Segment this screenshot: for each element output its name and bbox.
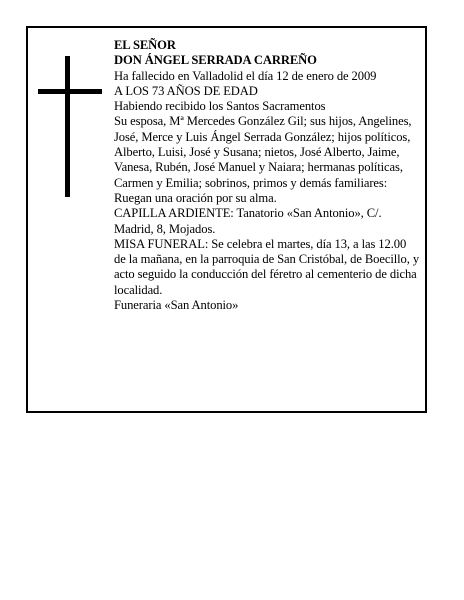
- age-line: A LOS 73 AÑOS DE EDAD: [114, 83, 258, 98]
- latin-cross-icon: [38, 56, 102, 197]
- deceased-name: DON ÁNGEL SERRADA CARREÑO: [114, 53, 317, 68]
- death-date-line: Ha fallecido en Valladolid el día 12 de enero de 2009: [114, 68, 377, 83]
- sacraments-line: Habiendo recibido los Santos Sacramentos: [114, 99, 326, 114]
- funeral-info: MISA FUNERAL: Se celebra el martes, día 13, a las 12.00 de la mañana, en la parroquia de San Cristóbal, de Boecillo, y acto seguido la conducción del féretro al cementerio de dicha localidad.: [114, 236, 420, 297]
- prayer-request: Ruegan una oración por su alma.: [114, 190, 277, 205]
- family-list: Su esposa, Mª Mercedes González Gil; sus hijos, Angelines, José, Merce y Luis Ángel Serrada González; hijos políticos, Alberto, Luisi, José y Susana; nietos, José Alberto, Jaime, Vanesa, Rubén, José Manuel y Naiara; hermanas políticas, Carmen y Emilia; sobrinos, primos y demás familiares:: [114, 114, 412, 190]
- cross-vertical-bar: [65, 56, 70, 197]
- cross-horizontal-bar: [38, 89, 102, 94]
- chapel-info: CAPILLA ARDIENTE: Tanatorio «San Antonio», C/. Madrid, 8, Mojados.: [114, 206, 382, 236]
- deceased-title: EL SEÑOR: [114, 38, 176, 52]
- obituary-text: [114, 38, 420, 313]
- funeral-home: Funeraria «San Antonio»: [114, 298, 239, 313]
